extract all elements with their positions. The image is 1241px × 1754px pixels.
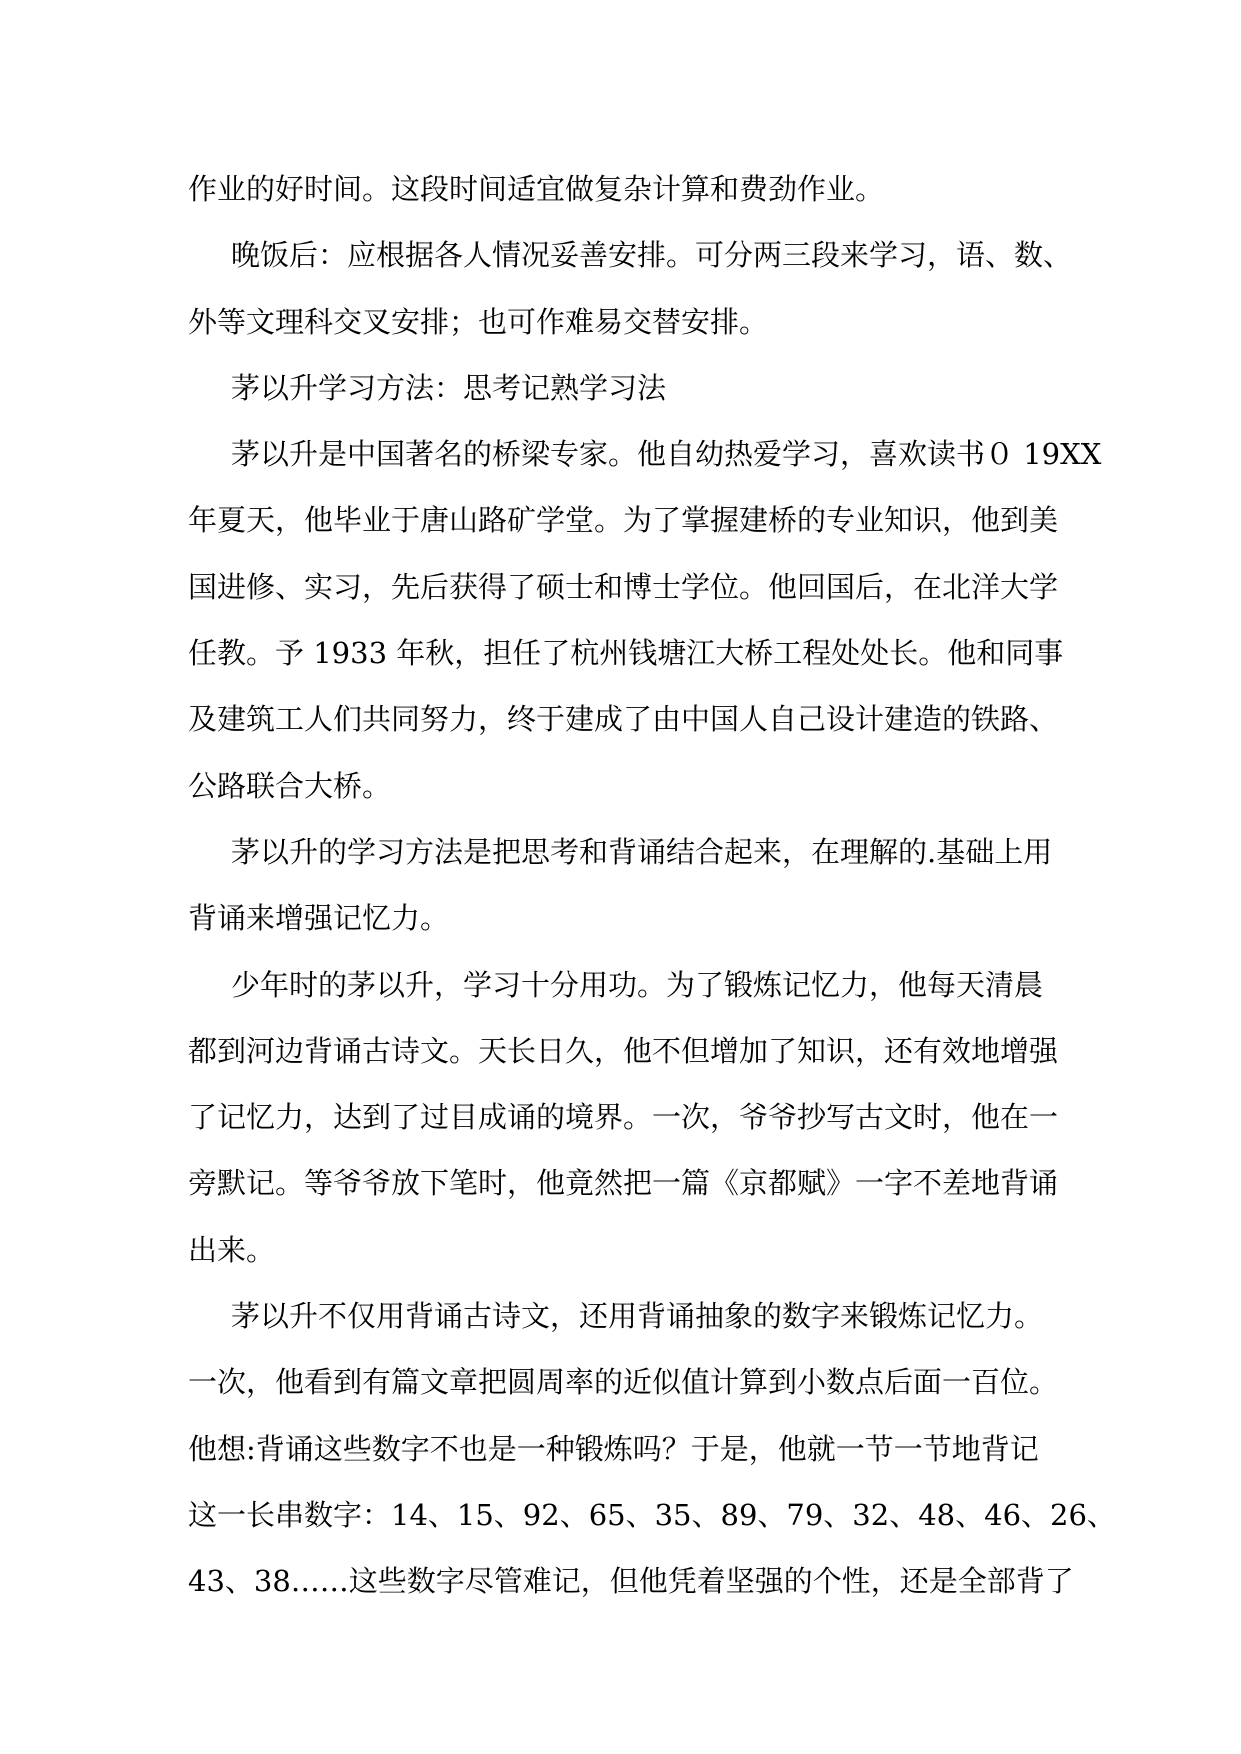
text-line: 年夏天，他毕业于唐山路矿学堂。为了掌握建桥的专业知识，他到美 [188, 503, 1059, 538]
paragraph-p1 [188, 156, 1068, 222]
paragraph-p3 [188, 355, 1068, 421]
text-line: 及建筑工人们共同努力，终于建成了由中国人自己设计建造的铁路、 [188, 702, 1059, 737]
text-line: 一次，他看到有篇文章把圆周率的近似值计算到小数点后面一百位。 [188, 1365, 1059, 1400]
document-body [188, 156, 1116, 1615]
text-line: 旁默记。等爷爷放下笔时，他竟然把一篇《京都赋》一字不差地背诵 [188, 1166, 1059, 1201]
paragraph-p7 [188, 1283, 1116, 1614]
text-line: 作业的好时间。这段时间适宜做复杂计算和费劲作业。 [188, 172, 885, 206]
text-line: 他想:背诵这些数字不也是一种锻炼吗？于是，他就一节一节地背记 [188, 1431, 1039, 1466]
text-line: 出来。 [188, 1232, 276, 1267]
text-line: 公路联合大桥。 [188, 768, 392, 803]
text-line: 外等文理科交叉安排；也可作难易交替安排。 [188, 304, 769, 339]
text-line: 背诵来增强记忆力。 [188, 901, 450, 936]
text-line: 任教。予 1933 年秋，担任了杭州钱塘江大桥工程处处长。他和同事 [188, 636, 1064, 671]
text-line: 国进修、实习，先后获得了硕士和博士学位。他回国后，在北洋大学 [188, 569, 1059, 604]
text-line: 这一长串数字：14、15、92、65、35、89、79、32、48、46、26、 [188, 1497, 1116, 1532]
text-line: 茅以升不仅用背诵古诗文，还用背诵抽象的数字来锻炼记忆力。 [231, 1299, 1044, 1334]
paragraph-p4 [188, 421, 1102, 819]
paragraph-p2 [188, 222, 1073, 355]
text-line: 43、38……这些数字尽管难记，但他凭着坚强的个性，还是全部背了 [188, 1564, 1074, 1599]
text-line: 少年时的茅以升，学习十分用功。为了锻炼记忆力，他每天清晨 [231, 967, 1044, 1002]
text-line: 茅以升学习方法：思考记熟学习法 [231, 370, 667, 405]
text-line: 都到河边背诵古诗文。天长日久，他不但增加了知识，还有效地增强 [188, 1033, 1059, 1068]
text-line: 茅以升是中国著名的桥梁专家。他自幼热爱学习，喜欢读书０ 19XX [231, 437, 1102, 472]
paragraph-p6 [188, 952, 1068, 1283]
paragraph-p5 [188, 819, 1068, 952]
text-line: 晚饭后：应根据各人情况妥善安排。可分两三段来学习，语、数、 [231, 238, 1073, 273]
text-line: 茅以升的学习方法是把思考和背诵结合起来，在理解的.基础上用 [231, 834, 1053, 869]
text-line: 了记忆力，达到了过目成诵的境界。一次，爷爷抄写古文时，他在一 [188, 1100, 1059, 1135]
